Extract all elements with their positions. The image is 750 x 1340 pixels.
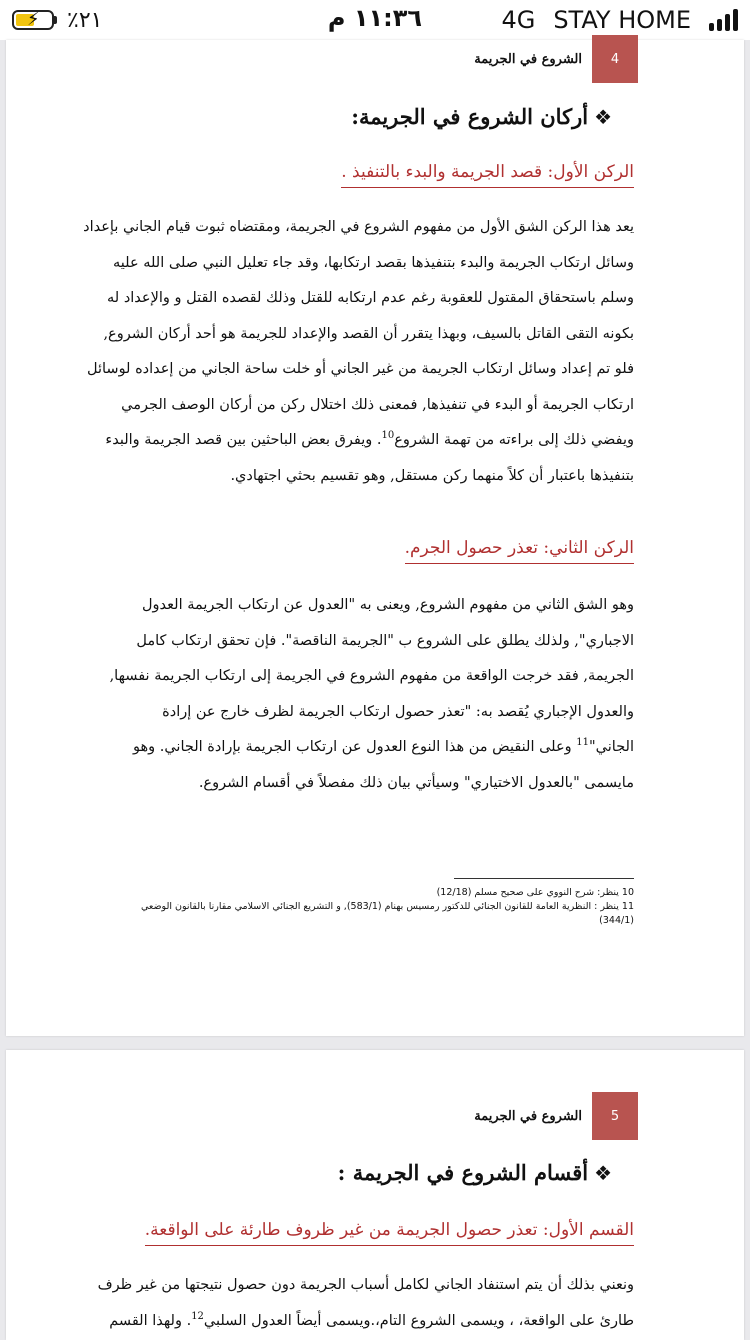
battery-percent: ٪٢١	[67, 7, 103, 33]
text-line: فلو تم إعداد وسائل ارتكاب الجريمة من غير الجاني أو خلت ساحة الجاني من إعداده لوسائل	[86, 361, 634, 377]
section-one-heading: القسم الأول: تعذر حصول الجريمة من غير ظروف طارئة على الواقعة.	[145, 1220, 634, 1246]
pillar-one-paragraph	[83, 210, 634, 494]
diamond-bullet-icon: ❖	[594, 1160, 612, 1185]
text-line: الاجباري", ولذلك يطلق على الشروع ب "الجريمة الناقصة". فإن تحقق ارتكاب كامل	[136, 632, 634, 649]
section-title	[351, 104, 612, 129]
page-header-title: الشروع في الجريمة	[474, 52, 582, 67]
text-line: ونعني بذلك أن يتم استنفاد الجاني لكامل أسباب الجريمة دون حصول نتيجتها من غير ظرف	[97, 1277, 634, 1293]
footnote-11-continued: (344/1)	[599, 915, 634, 926]
battery-icon: ⚡	[12, 10, 57, 30]
page-number-badge: 4	[592, 35, 638, 83]
footnote-10: 10 ينظر: شرح النووي على صحيح مسلم (12/18)	[436, 887, 634, 898]
status-bar	[0, 0, 750, 40]
footnote-ref-10[interactable]: 10	[381, 430, 395, 442]
pillar-two-paragraph	[109, 588, 634, 801]
text-line: طارئ على الواقعة، ، ويسمى الشروع التام،.ويسمى أيضاً العدول السلبي$^{12}$. ولهذا القسم	[109, 1310, 634, 1329]
network-type: 4G	[501, 6, 536, 34]
network-group	[501, 6, 738, 34]
page-header-title: الشروع في الجريمة	[474, 1109, 582, 1124]
footnotes	[141, 886, 634, 928]
carrier-name: STAY HOME	[553, 6, 691, 34]
pillar-one-heading: الركن الأول: قصد الجريمة والبدء بالتنفيذ .	[341, 162, 634, 188]
text-line: مايسمى "بالعدول الاختياري" وسيأتي بيان ذلك مفصلاً في أقسام الشروع.	[198, 774, 634, 791]
text-line: الجاني"$^{11}$ وعلى النقيض من هذا النوع العدول عن ارتكاب الجريمة بإرادة الجاني. وهو	[132, 737, 634, 755]
clock: ١١:٣٦ م	[327, 4, 423, 32]
text-line: وسائل ارتكاب الجريمة والبدء بتنفيذها بقصد ارتكابها، وقد جاء تعليل النبي صلى الله عليه	[113, 254, 634, 271]
section-one-paragraph	[97, 1268, 634, 1339]
section-title-text: أركان الشروع في الجريمة:	[351, 104, 589, 129]
signal-icon	[709, 9, 738, 31]
text-line: والعدول الإجباري يُقصد به: "تعذر حصول ارتكاب الجريمة لظرف خارج عن إرادة	[162, 703, 634, 720]
text-line: ويفضي ذلك إلى براءته من تهمة الشروع$^{10}$. ويفرق بعض الباحثين بين قصد الجريمة والبدء	[105, 430, 634, 448]
text-line: بكونه التقى القاتل بالسيف، وبهذا يتقرر أن القصد والإعداد للجريمة هو أحد أركان الشروع,	[103, 325, 634, 342]
footnote-11: 11 ينظر : النظرية العامة للقانون الجنائي للدكتور رمسيس بهنام (583/1), و التشريع الجنائي الاسلامي مقارنا بالقانون الوضعي	[140, 901, 634, 912]
text-line: الجريمة, فقد خرجت الواقعة من مفهوم الشروع في الجريمة إلى ارتكاب الجريمة نفسها,	[109, 668, 634, 684]
diamond-bullet-icon: ❖	[594, 104, 612, 129]
pillar-two-heading: الركن الثاني: تعذر حصول الجرم.	[405, 538, 634, 564]
section-title-text: أقسام الشروع في الجريمة :	[337, 1160, 589, 1185]
document-page-4[interactable]	[6, 40, 744, 1036]
text-line: وهو الشق الثاني من مفهوم الشروع, ويعنى به "العدول عن ارتكاب الجريمة العدول	[142, 597, 634, 613]
section-title	[338, 1160, 612, 1185]
text-line: بتنفيذها باعتبار أن كلاً منهما ركن مستقل, وهو تقسيم بحثي اجتهادي.	[230, 467, 634, 484]
footnote-separator	[454, 878, 634, 879]
text-line: وسلم باستحقاق المقتول للعقوبة رغم عدم ارتكابه للقتل وذلك لقصده القتل و والإعداد له	[107, 290, 634, 306]
page-number-badge: 5	[592, 1092, 638, 1140]
footnote-ref-12[interactable]: 12	[191, 1310, 204, 1322]
text-line: يعد هذا الركن الشق الأول من مفهوم الشروع في الجريمة، ومقتضاه ثبوت قيام الجاني بإعداد	[83, 219, 634, 235]
document-page-5[interactable]	[6, 1050, 744, 1340]
text-line: ارتكاب الجريمة أو البدء في تنفيذها, فمعنى ذلك اختلال ركن من أركان الوصف الجرمي	[121, 396, 634, 413]
footnote-ref-11[interactable]: 11	[576, 737, 589, 749]
